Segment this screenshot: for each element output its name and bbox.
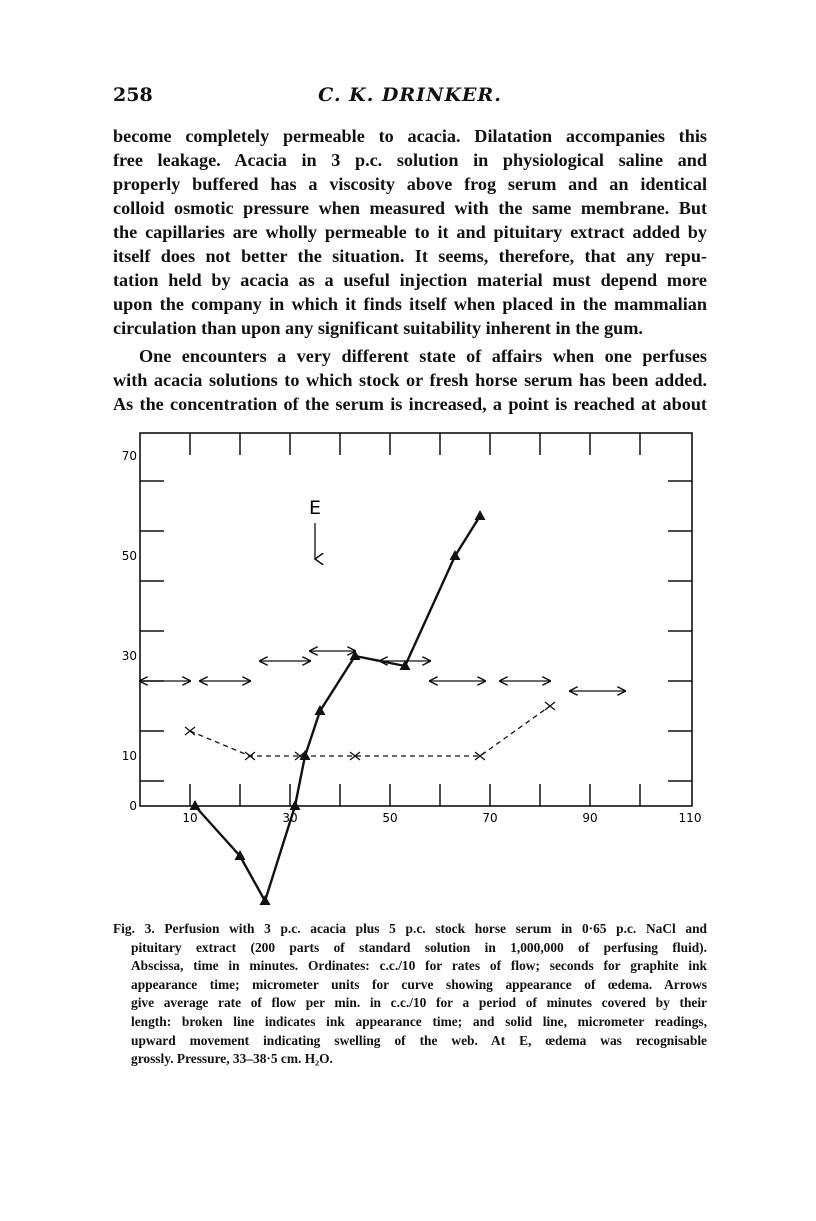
y-tick-labels bbox=[122, 449, 137, 813]
y-tick-label: 0 bbox=[129, 799, 137, 813]
text-line: upon the company in which it finds itself when placed in the mammalian bbox=[113, 294, 707, 314]
page-number: 258 bbox=[113, 84, 153, 106]
y-tick-label: 50 bbox=[121, 549, 137, 563]
ink-point bbox=[245, 752, 255, 760]
oedema-annotation bbox=[309, 497, 321, 559]
text-line: with acacia solutions to which stock or fresh horse serum has been added. bbox=[113, 370, 707, 390]
caption-line: pituitary extract (200 parts of standard solution in 1,000,000 of perfusing fluid). bbox=[131, 939, 707, 955]
y-tick-label: 70 bbox=[121, 449, 137, 463]
text-line: One encounters a very different state of affairs when one perfuses bbox=[139, 346, 707, 366]
caption-line: Abscissa, time in minutes. Ordinates: c.c./10 for rates of flow; seconds for graphite ink bbox=[131, 958, 707, 974]
text-line: tation held by acacia as a useful injection material must depend more bbox=[113, 270, 707, 290]
caption-line: length: broken line indicates ink appearance time; and solid line, micrometer readings, bbox=[131, 1013, 707, 1029]
x-tick-labels bbox=[182, 811, 701, 825]
caption-line: appearance time; micrometer units for curve showing appearance of œdema. Arrows bbox=[131, 976, 707, 992]
body-text bbox=[113, 124, 707, 420]
paragraph-1 bbox=[113, 124, 707, 340]
running-head: C. K. DRINKER. bbox=[318, 84, 502, 106]
text-line: free leakage. Acacia in 3 p.c. solution in physiological saline and bbox=[113, 150, 707, 170]
y-tick-label: 30 bbox=[121, 649, 137, 663]
micrometer-point bbox=[475, 510, 486, 520]
page-header bbox=[113, 84, 707, 114]
ink-appearance-series bbox=[185, 702, 555, 760]
micrometer-point bbox=[190, 800, 201, 810]
ink-point bbox=[185, 727, 195, 735]
text-line: circulation than upon any significant suitability inherent in the gum. bbox=[113, 318, 643, 338]
caption-line: upward movement indicating swelling of the web. At E, œdema was recognisable bbox=[131, 1032, 707, 1048]
text-line: become completely permeable to acacia. Dilatation accompanies this bbox=[113, 126, 707, 146]
text-line: properly buffered has a viscosity above frog serum and an identical bbox=[113, 174, 707, 194]
paragraph-2 bbox=[113, 344, 707, 416]
annotation-label: E bbox=[308, 497, 322, 519]
text-line: itself does not better the situation. It seems, therefore, that any repu- bbox=[113, 246, 707, 266]
caption-line: grossly. Pressure, 33–38·5 cm. H₂O. bbox=[131, 1051, 333, 1067]
x-tick-label: 50 bbox=[382, 811, 398, 825]
micrometer-line bbox=[195, 516, 480, 901]
text-line: colloid osmotic pressure when measured with the same membrane. But bbox=[113, 198, 707, 218]
x-tick-label: 70 bbox=[482, 811, 498, 825]
text-line: As the concentration of the serum is increased, a point is reached at about bbox=[113, 394, 707, 414]
x-tick-label: 90 bbox=[582, 811, 598, 825]
y-tick-label: 10 bbox=[121, 749, 137, 763]
x-tick-label: 110 bbox=[678, 811, 702, 825]
ink-line bbox=[190, 706, 550, 756]
micrometer-point bbox=[290, 800, 301, 810]
ink-point bbox=[545, 702, 555, 710]
x-tick-label: 10 bbox=[182, 811, 198, 825]
figure-caption bbox=[113, 920, 707, 1069]
caption-line: give average rate of flow per min. in c.c./10 for a period of minutes covered by their bbox=[131, 995, 707, 1011]
micrometer-series bbox=[190, 510, 486, 905]
text-line: the capillaries are wholly permeable to it and pituitary extract added by bbox=[113, 222, 707, 242]
flow-rate-arrows bbox=[140, 651, 625, 691]
plot-frame bbox=[140, 433, 692, 806]
tick-marks bbox=[140, 433, 692, 806]
x-tick-label: 30 bbox=[282, 811, 298, 825]
figure-3-chart bbox=[100, 420, 720, 915]
caption-line: Fig. 3. Perfusion with 3 p.c. acacia plus 5 p.c. stock horse serum in 0·65 p.c. NaCl and bbox=[113, 921, 707, 936]
